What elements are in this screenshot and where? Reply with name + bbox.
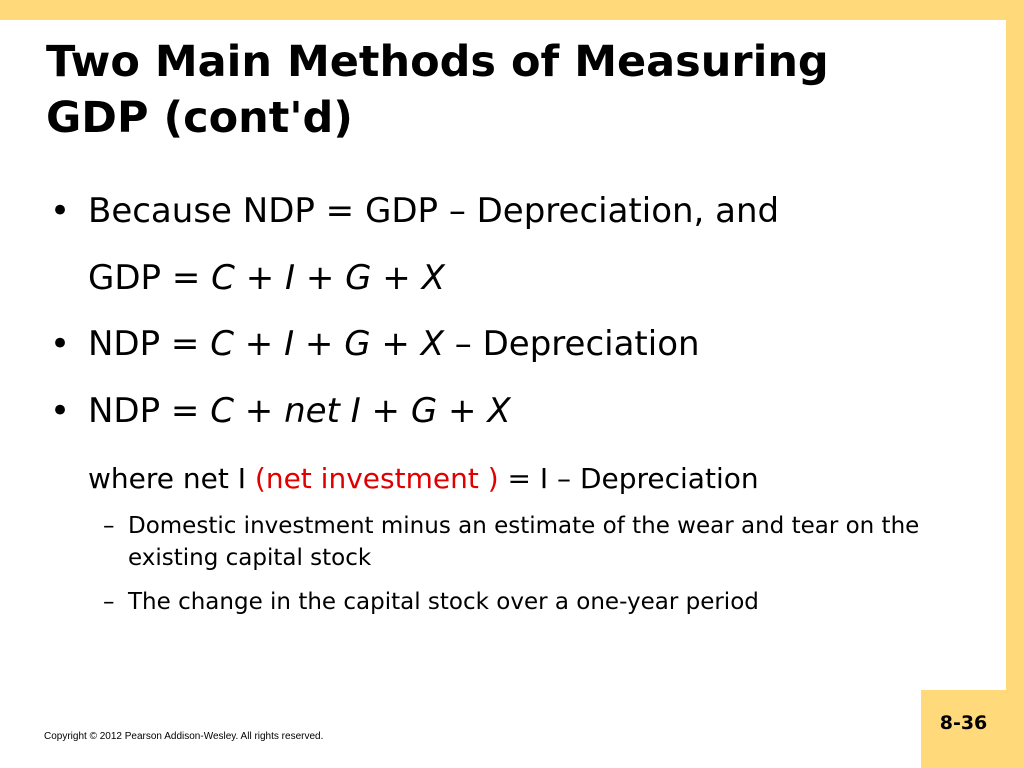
ndp-label: NDP = (88, 391, 211, 431)
bullet-marker: • (50, 391, 71, 431)
sub-bullet-text: Domestic investment minus an estimate of the wear and tear on the existing capital stock (128, 513, 920, 571)
bullet-3 (50, 391, 511, 431)
plus: + (295, 258, 346, 298)
page-number: 8-36 (939, 712, 988, 734)
slide-title (46, 34, 906, 146)
where-equation: = I – Depreciation (498, 462, 759, 495)
plus: + (234, 258, 285, 298)
var-c: C (210, 391, 234, 431)
gdp-label: GDP = (88, 258, 212, 298)
dash-marker: – (103, 589, 115, 615)
sub-bullet-2 (103, 586, 953, 618)
var-g: G (410, 391, 438, 431)
sub-bullet-1 (103, 510, 953, 574)
bullet-marker: • (50, 324, 71, 364)
var-net-i: net I (284, 391, 361, 431)
bullet-1 (50, 191, 779, 231)
bullet-1-continuation (88, 258, 445, 298)
var-c: C (210, 324, 234, 364)
plus: + (437, 391, 488, 431)
var-x: X (420, 324, 444, 364)
var-g: G (345, 258, 372, 298)
var-x: X (487, 391, 511, 431)
where-text: where net I (88, 462, 255, 495)
ndp-label: NDP = (88, 324, 211, 364)
var-i: I (285, 258, 296, 298)
plus: + (371, 258, 422, 298)
plus: + (370, 324, 421, 364)
bullet-1-text: Because NDP = GDP – Depreciation, and (88, 191, 780, 231)
top-border (0, 0, 1024, 20)
depreciation-term: – Depreciation (444, 324, 700, 364)
right-border (1006, 0, 1024, 768)
net-investment-definition (88, 462, 759, 496)
plus: + (294, 324, 345, 364)
sub-bullet-text: The change in the capital stock over a one-year period (128, 589, 759, 615)
plus: + (360, 391, 411, 431)
bullet-marker: • (50, 191, 71, 231)
plus: + (233, 391, 285, 431)
var-i: I (284, 324, 295, 364)
dash-marker: – (103, 513, 115, 539)
bullet-2 (50, 324, 700, 364)
var-c: C (211, 258, 235, 298)
copyright-notice: Copyright © 2012 Pearson Addison-Wesley. All rights reserved. (44, 731, 324, 742)
slide-title-line-2: GDP (cont'd) (46, 93, 353, 143)
var-g: G (344, 324, 371, 364)
net-investment-highlight: (net investment ) (254, 462, 499, 495)
plus: + (233, 324, 285, 364)
slide-title-line-1: Two Main Methods of Measuring (46, 37, 829, 87)
var-x: X (421, 258, 445, 298)
